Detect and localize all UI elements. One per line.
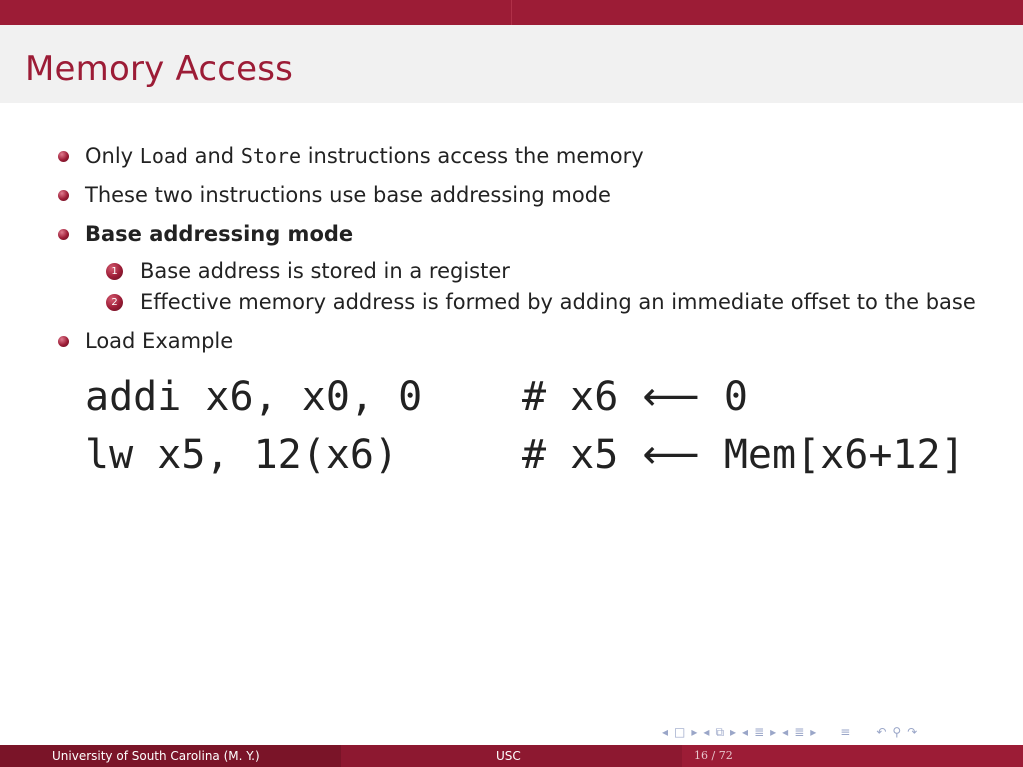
footer-institute: USC [496, 749, 521, 763]
code-store: Store [240, 144, 302, 168]
nav-next-frame-icon[interactable]: ▸ [691, 725, 698, 739]
footer-author: University of South Carolina (M. Y.) [52, 749, 260, 763]
nav-next-subsection-icon[interactable]: ▸ [730, 725, 737, 739]
nav-prev-subsection-icon[interactable]: ◂ [703, 725, 710, 739]
left-arrow-icon: ⟵ [642, 432, 700, 478]
page-number: 16 / 72 [694, 749, 733, 762]
code-comment: Mem[x6+12] [699, 432, 965, 478]
left-arrow-icon: ⟵ [642, 374, 700, 420]
bullet-text [85, 144, 644, 168]
code-comment: 0 [699, 374, 748, 420]
footer-center [341, 745, 682, 767]
nav-section-icon[interactable]: ≣ [754, 725, 765, 739]
bullet-item [58, 144, 644, 168]
code-instruction: lw x5, 12(x6) [85, 432, 399, 478]
numbered-item [106, 259, 510, 283]
nav-toc-icon[interactable]: ≡ [840, 725, 851, 739]
number-ball-icon: 2 [106, 294, 123, 311]
bullet-text: These two instructions use base addressing mode [85, 183, 611, 207]
code-instruction: addi x6, x0, 0 [85, 374, 423, 420]
footer-bar [0, 745, 1023, 767]
bullet-ball-icon [58, 190, 69, 201]
nav-next-doc-icon[interactable]: ▸ [810, 725, 817, 739]
numbered-text: Effective memory address is formed by adding an immediate offset to the base [140, 290, 976, 314]
numbered-item [106, 290, 976, 314]
bullet-text-part: instructions access the memory [301, 144, 644, 168]
bullet-item [58, 183, 611, 207]
nav-back-icon[interactable]: ↶ [876, 725, 887, 739]
bullet-text-part: Only [85, 144, 140, 168]
footer-right [682, 745, 1023, 767]
code-comment: # x5 [522, 432, 643, 478]
nav-prev-section-icon[interactable]: ◂ [742, 725, 749, 739]
bullet-ball-icon [58, 229, 69, 240]
nav-forward-icon[interactable]: ↷ [907, 725, 918, 739]
nav-subsection-icon[interactable]: ⧉ [715, 724, 725, 739]
bullet-item [58, 329, 233, 353]
bullet-text: Load Example [85, 329, 234, 353]
code-load: Load [139, 144, 188, 168]
footer-left [0, 745, 341, 767]
nav-prev-doc-icon[interactable]: ◂ [782, 725, 789, 739]
nav-prev-frame-icon[interactable]: ◂ [662, 725, 669, 739]
slide-title: Memory Access [25, 49, 294, 89]
bullet-text: Base addressing mode [85, 222, 354, 246]
code-line [85, 432, 965, 478]
bullet-item [58, 222, 353, 246]
nav-search-icon[interactable]: ⚲ [892, 725, 902, 739]
number-ball-icon: 1 [106, 263, 123, 280]
nav-next-section-icon[interactable]: ▸ [770, 725, 777, 739]
bullet-ball-icon [58, 336, 69, 347]
numbered-text: Base address is stored in a register [140, 259, 510, 283]
code-line [85, 374, 748, 420]
nav-doc-icon[interactable]: ≣ [794, 725, 805, 739]
bullet-text-part: and [187, 144, 241, 168]
beamer-navigation [662, 722, 1012, 742]
nav-frame-icon[interactable]: □ [674, 725, 686, 739]
bullet-ball-icon [58, 151, 69, 162]
code-comment: # x6 [522, 374, 643, 420]
